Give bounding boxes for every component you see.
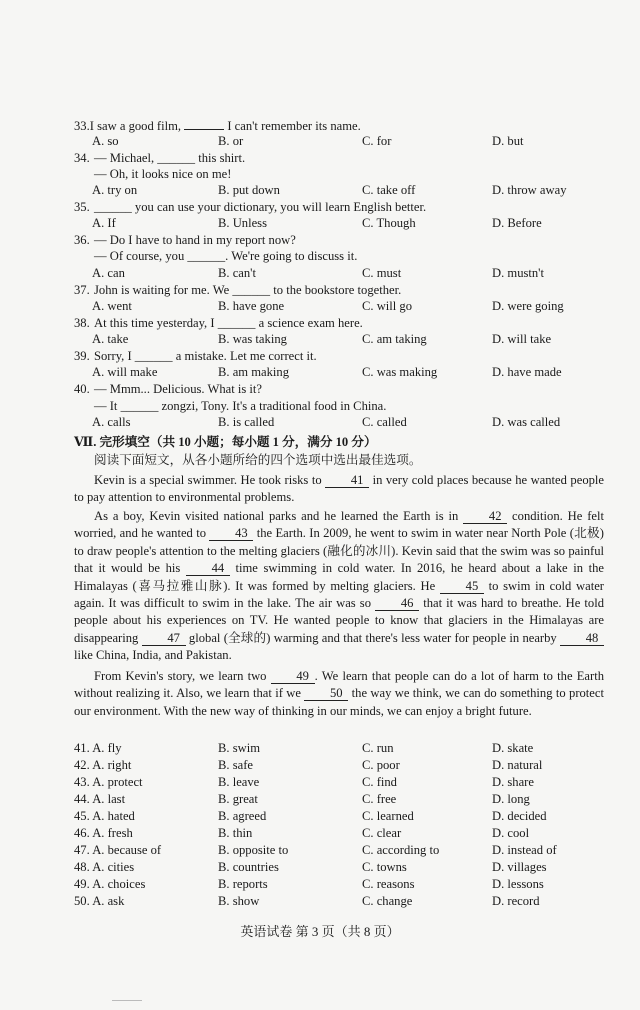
option-c: C. find: [362, 775, 397, 789]
option-b: B. is called: [218, 415, 275, 429]
option-d: D. villages: [492, 860, 547, 874]
option-b: B. put down: [218, 183, 280, 197]
answer-blank: [184, 117, 224, 130]
blank-45: 45: [440, 579, 484, 594]
question-stem-line: — Do I have to hand in my report now?: [94, 233, 296, 247]
question-number: 36.: [74, 233, 90, 247]
blank-41: 41: [325, 473, 369, 488]
option-b: B. swim: [218, 741, 260, 755]
option-a: A. went: [92, 299, 132, 313]
option-d: D. record: [492, 894, 540, 908]
option-c: C. according to: [362, 843, 440, 857]
question-stem-line: — Mmm... Delicious. What is it?: [94, 382, 263, 396]
option-a: A. calls: [92, 415, 131, 429]
option-b: B. safe: [218, 758, 253, 772]
option-a: 43. A. protect: [74, 775, 143, 789]
option-d: D. will take: [492, 332, 552, 346]
option-a: 41. A. fly: [74, 741, 122, 755]
option-a: A. can: [92, 266, 125, 280]
option-b: B. Unless: [218, 216, 267, 230]
option-c: C. Though: [362, 216, 416, 230]
option-c: C. take off: [362, 183, 416, 197]
question-stem-line: — It ______ zongzi, Tony. It's a traditional food in China.: [94, 399, 387, 413]
option-a: 44. A. last: [74, 792, 126, 806]
option-b: B. am making: [218, 365, 290, 379]
option-c: C. was making: [362, 365, 438, 379]
option-a: 45. A. hated: [74, 809, 135, 823]
option-d: D. but: [492, 134, 524, 148]
option-c: C. run: [362, 741, 394, 755]
instruction-text: 阅读下面短文，从各小题所给的四个选项中选出最佳选项。: [94, 453, 422, 467]
option-a: 50. A. ask: [74, 894, 125, 908]
option-a: A. If: [92, 216, 116, 230]
option-d: D. share: [492, 775, 534, 789]
question-stem: John is waiting for me. We ______ to the bookstore together.: [94, 283, 402, 297]
question-number: 37.: [74, 283, 90, 297]
blank-50: 50: [304, 686, 348, 701]
question-number: 34.: [74, 151, 90, 165]
option-b: B. have gone: [218, 299, 285, 313]
question-stem-line: — Of course, you ______. We're going to discuss it.: [94, 249, 358, 263]
option-b: B. leave: [218, 775, 260, 789]
option-d: D. cool: [492, 826, 530, 840]
question-stem: ______ you can use your dictionary, you will learn English better.: [94, 200, 427, 214]
option-c: C. poor: [362, 758, 400, 772]
blank-49: 49: [271, 669, 315, 684]
option-d: D. were going: [492, 299, 564, 313]
option-d: D. have made: [492, 365, 562, 379]
question-number: 33.: [74, 119, 90, 133]
option-a: A. so: [92, 134, 119, 148]
option-b: B. countries: [218, 860, 279, 874]
question-number: 40.: [74, 382, 90, 396]
question-stem-part: I can't remember its name.: [227, 119, 361, 133]
option-c: C. for: [362, 134, 392, 148]
option-b: B. thin: [218, 826, 253, 840]
option-b: B. agreed: [218, 809, 267, 823]
section-title: Ⅶ. 完形填空（共 10 小题；每小题 1 分，满分 10 分）: [74, 435, 377, 449]
option-d: D. decided: [492, 809, 547, 823]
question-stem-line: — Oh, it looks nice on me!: [94, 167, 232, 181]
option-c: C. reasons: [362, 877, 415, 891]
blank-42: 42: [463, 509, 507, 524]
blank-44: 44: [186, 561, 230, 576]
option-b: B. great: [218, 792, 258, 806]
option-d: D. instead of: [492, 843, 557, 857]
option-b: B. show: [218, 894, 260, 908]
page-footer: 英语试卷 第 3 页（共 8 页）: [240, 924, 400, 939]
option-b: B. can't: [218, 266, 256, 280]
option-d: D. long: [492, 792, 530, 806]
option-a: 42. A. right: [74, 758, 132, 772]
blank-47: 47: [142, 631, 186, 646]
option-c: C. clear: [362, 826, 402, 840]
blank-43: 43: [209, 526, 253, 541]
question-stem: At this time yesterday, I ______ a science exam here.: [94, 316, 363, 330]
option-a: 46. A. fresh: [74, 826, 133, 840]
option-a: 48. A. cities: [74, 860, 135, 874]
option-d: D. natural: [492, 758, 543, 772]
question-stem-part: I saw a good film,: [89, 119, 185, 133]
option-d: D. Before: [492, 216, 542, 230]
option-c: C. am taking: [362, 332, 427, 346]
option-a: A. will make: [92, 365, 158, 379]
scan-mark: [112, 1000, 142, 1001]
option-d: D. skate: [492, 741, 534, 755]
option-c: C. must: [362, 266, 402, 280]
option-d: D. was called: [492, 415, 561, 429]
option-c: C. towns: [362, 860, 407, 874]
passage-paragraph-1: Kevin is a special swimmer. He took risks to 41 in very cold places because he wanted people to pay attention to environmental problems.: [74, 473, 605, 505]
question-stem-line: — Michael, ______ this shirt.: [94, 151, 246, 165]
option-a: 49. A. choices: [74, 877, 146, 891]
option-b: B. opposite to: [218, 843, 289, 857]
blank-48: 48: [560, 631, 604, 646]
blank-46: 46: [375, 596, 419, 611]
option-b: B. or: [218, 134, 244, 148]
option-c: C. change: [362, 894, 413, 908]
option-d: D. lessons: [492, 877, 544, 891]
option-c: C. learned: [362, 809, 414, 823]
option-a: 47. A. because of: [74, 843, 162, 857]
option-a: A. try on: [92, 183, 138, 197]
option-c: C. will go: [362, 299, 413, 313]
question-stem: Sorry, I ______ a mistake. Let me correct it.: [94, 349, 317, 363]
option-b: B. reports: [218, 877, 268, 891]
option-a: A. take: [92, 332, 129, 346]
passage-paragraph-3: From Kevin's story, we learn two 49 . We learn that people can do a lot of harm to the Earth without realizing it. Also, we learn that if we 50 the way we think, we can do something to protect our environment. With the new way of thinking in our minds, we can enjoy a bright future.: [74, 669, 604, 718]
option-d: D. mustn't: [492, 266, 544, 280]
question-number: 35.: [74, 200, 90, 214]
question-number: 39.: [74, 349, 90, 363]
option-b: B. was taking: [218, 332, 287, 346]
option-d: D. throw away: [492, 183, 567, 197]
option-c: C. free: [362, 792, 397, 806]
passage-paragraph-2: As a boy, Kevin visited national parks and he learned the Earth is in 42 condition. He felt worried, and he wanted to 43 the Earth. In 2009, he went to swim in water near North Pole (北极) to draw people's attention to the melting glaciers (融化的冰川). Kevin said that the swim was so painful that it would be his 44 time swimming in cold water. In 2016, he heard about a lake in the Himalayas (喜马拉雅山脉). It was formed by melting glaciers. He 45 to swim in cold water again. It was difficult to swim in the lake. The air was so 46 that it was hard to breathe. He told people about his experiences on TV. He wanted people to know that glaciers in the Himalayas are disappearing 47 global (全球的) warming and that there's less water for people in nearby 48 like China, India, and Pakistan.: [74, 509, 605, 663]
option-c: C. called: [362, 415, 407, 429]
question-number: 38.: [74, 316, 90, 330]
